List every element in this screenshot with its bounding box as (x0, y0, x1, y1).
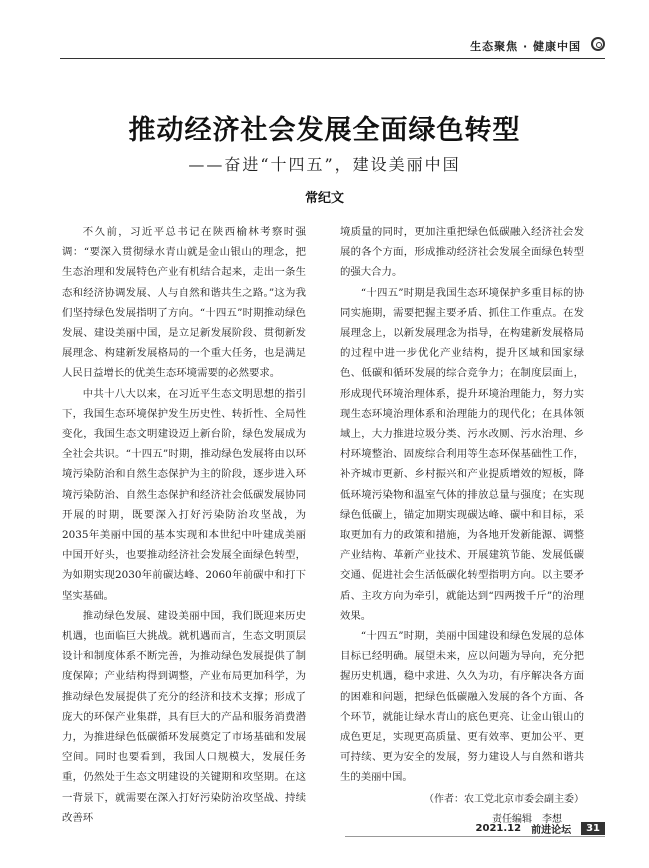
article-title: 推动经济社会发展全面绿色转型 (128, 115, 521, 146)
article-author: 常纪文 (304, 191, 344, 206)
paragraph: 境质量的同时，更加注重把绿色低碳融入经济社会发展的各个方面，形成推动经济社会发展全面绿色转型的强大合力。 (340, 226, 584, 279)
paragraph: “十四五”时期是我国生态环境保护多重目标的协同实施期，需要把握主要矛盾、抓住工作重点。在发展理念上，以新发展理念为指导，在构建新发展格局的过程中进一步优化产业结构，提升区域和国家绿色、低碳和循环发展的综合竞争力；在制度层面上，形成现代环境治理体系，提升环境治理能力，努力实现生态环境治理体系和治理能力的现代化；在具体领域上，大力推进垃圾分类、污水改厕、污水治理、乡村环境整治、固废综合利用等生态环保基础性工作，补齐城市更新、乡村振兴和产业提质增效的短板，降低环境污染物和温室气体的排放总量与强度；在实现绿色低碳上，锚定加期实现碳达峰、碳中和目标，采取更加有力的政策和措施，为各地开发新能源、调整产业结构、革新产业技术、开展建筑节能、发展低碳交通、促进社会生活低碳化转型指明方向。以主要矛盾、主攻方向为牵引，就能达到“四两拨千斤”的治理效果。 (340, 286, 584, 622)
circle-logo-icon (591, 37, 605, 51)
footer-divider (345, 836, 605, 837)
paragraph: “十四五”时期，美丽中国建设和绿色发展的总体目标已经明确。展望未来，应以问题为导向，充分把握历史机遇，稳中求进、久久为功，有序解决各方面的困难和问题，把绿色低碳融入发展的各个方面、各个环节，就能让绿水青山的底色更亮、让金山银山的成色更足，实现更高质量、更有效率、更加公平、更可持续、更为安全的发展，努力建设人与自然和谐共生的美丽中国。 (340, 630, 584, 784)
right-column (340, 222, 584, 830)
paragraph: 不久前，习近平总书记在陕西榆林考察时强调：“要深入贯彻绿水青山就是金山银山的理念，把生态治理和发展特色产业有机结合起来，走出一条生态和经济协调发展、人与自然和谐共生之路。”这为我们坚持绿色发展指明了方向。“十四五”时期推动绿色发展、建设美丽中国，是立足新发展阶段、贯彻新发展理念、构建新发展格局的一个重大任务，也是满足人民日益增长的优美生态环境需要的必然要求。 (62, 226, 306, 380)
left-column (62, 222, 306, 828)
page-footer (476, 820, 605, 836)
magazine-name: 前进论坛 (531, 824, 572, 836)
section-label: 生态聚焦 · 健康中国 (470, 40, 581, 53)
responsible-editor: 责任编辑 李想 (492, 813, 562, 825)
page-header (60, 36, 605, 59)
author-attribution: （作者：农工党北京市委会副主委） (424, 793, 584, 805)
paragraph: 推动绿色发展、建设美丽中国，我们既迎来历史机遇，也面临巨大挑战。就机遇而言，生态文明顶层设计和制度体系不断完善，为推动绿色发展提供了制度保障；产业结构得到调整，产业布局更加科学，为推动绿色发展提供了充分的经济和技术支撑；形成了庞大的环保产业集群，具有巨大的产品和服务消费潜力，为推进绿色低碳循环发展奠定了市场基础和发展空间。同时也要看到，我国人口规模大，发展任务重，仍然处于生态文明建设的关键期和攻坚期。在这一背景下，就需要在深入打好污染防治攻坚战、持续改善环 (62, 609, 306, 824)
paragraph: 中共十八大以来，在习近平生态文明思想的指引下，我国生态环境保护发生历史性、转折性、全局性变化，我国生态文明建设迈上新台阶，绿色发展成为全社会共识。“十四五”时期，推动绿色发展将由以环境污染防治和自然生态保护为主的阶段，逐步进入环境污染防治、自然生态保护和经济社会低碳发展协同开展的时期，既要深入打好污染防治攻坚战，为2035年美丽中国的基本实现和本世纪中叶建成美丽中国开好头，也要推动经济社会发展全面绿色转型，为如期实现2030年前碳达峰、2060年前碳中和打下坚实基础。 (62, 387, 306, 602)
page-number: 31 (581, 822, 605, 835)
article-subtitle: ——奋进“十四五”，建设美丽中国 (188, 155, 461, 174)
issue-date: 2021.12 (475, 822, 522, 834)
